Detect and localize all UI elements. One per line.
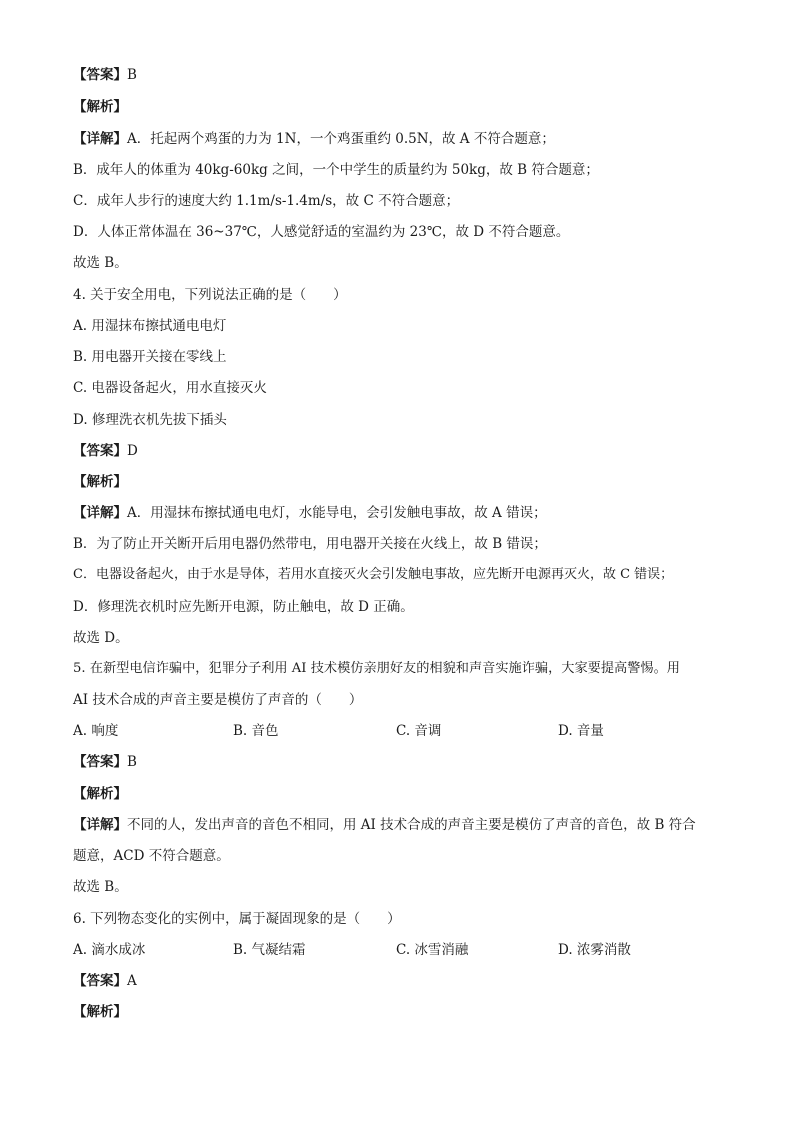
q3-answer <box>73 66 137 84</box>
q6-option-c: C. 冰雪消融 <box>396 942 469 958</box>
q4-detail-a <box>73 504 547 522</box>
q3-detail-a <box>73 130 555 148</box>
q5-stem-line1: 5. 在新型电信诈骗中，犯罪分子利用 AI 技术模仿亲朋好友的相貌和声音实施诈骗，大家要提高警惕。用 <box>73 661 680 676</box>
answer-label: 【答案】 <box>73 973 127 989</box>
q6-option-b: B. 气凝结霜 <box>233 942 306 958</box>
q5-stem-line2: AI 技术合成的声音主要是模仿了声音的（ ） <box>73 692 363 708</box>
answer-value: A <box>127 973 137 989</box>
q6-answer <box>73 972 137 990</box>
detail-label: 【详解】 <box>73 505 127 521</box>
q3-detail-c: C．成年人步行的速度大约 1.1m/s-1.4m/s，故 C 不符合题意； <box>73 193 460 209</box>
detail-label: 【详解】 <box>73 131 127 147</box>
q4-detail-b: B．为了防止开关断开后用电器仍然带电，用电器开关接在火线上，故 B 错误； <box>73 536 547 552</box>
q5-analysis-label: 【解析】 <box>73 786 127 802</box>
q4-conclusion: 故选 D。 <box>73 630 129 646</box>
q3-conclusion: 故选 B。 <box>73 255 128 271</box>
q4-option-c: C. 电器设备起火，用水直接灭火 <box>73 380 267 396</box>
q4-option-d: D. 修理洗衣机先拔下插头 <box>73 412 227 428</box>
q5-detail-line2: 题意，ACD 不符合题意。 <box>73 848 230 864</box>
answer-value: B <box>127 754 137 770</box>
q4-analysis-label: 【解析】 <box>73 474 127 490</box>
q4-detail-c: C．电器设备起火，由于水是导体，若用水直接灭火会引发触电事故，应先断开电源再灭火，故 C 错误； <box>73 567 674 582</box>
q5-conclusion: 故选 B。 <box>73 879 128 895</box>
answer-value: B <box>127 67 137 83</box>
q6-analysis-label: 【解析】 <box>73 1004 127 1020</box>
answer-label: 【答案】 <box>73 443 127 459</box>
q5-option-a: A. 响度 <box>73 723 119 739</box>
q6-option-a: A. 滴水成冰 <box>73 942 146 958</box>
detail-text: A．用湿抹布擦拭通电电灯，水能导电，会引发触电事故，故 A 错误； <box>127 505 547 521</box>
answer-value: D <box>127 443 138 459</box>
q3-detail-d: D．人体正常体温在 36~37℃，人感觉舒适的室温约为 23℃，故 D 不符合题意。 <box>73 224 570 240</box>
q4-detail-d: D．修理洗衣机时应先断开电源，防止触电，故 D 正确。 <box>73 599 414 615</box>
q3-detail-b: B．成年人的体重为 40kg-60kg 之间，一个中学生的质量约为 50kg，故 B 符合题意； <box>73 162 599 178</box>
q6-stem: 6. 下列物态变化的实例中，属于凝固现象的是（ ） <box>73 911 401 927</box>
detail-text: 不同的人，发出声音的音色不相同，用 AI 技术合成的声音主要是模仿了声音的音色，故 B 符合 <box>127 817 696 833</box>
q6-option-d: D. 浓雾消散 <box>558 942 631 958</box>
q4-option-a: A. 用湿抹布擦拭通电电灯 <box>73 318 227 334</box>
answer-label: 【答案】 <box>73 754 127 770</box>
q5-detail-line1 <box>73 816 696 834</box>
q4-option-b: B. 用电器开关接在零线上 <box>73 349 227 365</box>
q5-option-c: C. 音调 <box>396 723 442 739</box>
detail-text: A．托起两个鸡蛋的力为 1N，一个鸡蛋重约 0.5N，故 A 不符合题意； <box>127 131 555 147</box>
q3-analysis-label: 【解析】 <box>73 99 127 115</box>
q5-answer <box>73 753 137 771</box>
q5-option-b: B. 音色 <box>233 723 279 739</box>
q4-stem: 4. 关于安全用电，下列说法正确的是（ ） <box>73 287 347 303</box>
detail-label: 【详解】 <box>73 817 127 833</box>
answer-label: 【答案】 <box>73 67 127 83</box>
q5-option-d: D. 音量 <box>558 723 604 739</box>
q4-answer <box>73 442 138 460</box>
